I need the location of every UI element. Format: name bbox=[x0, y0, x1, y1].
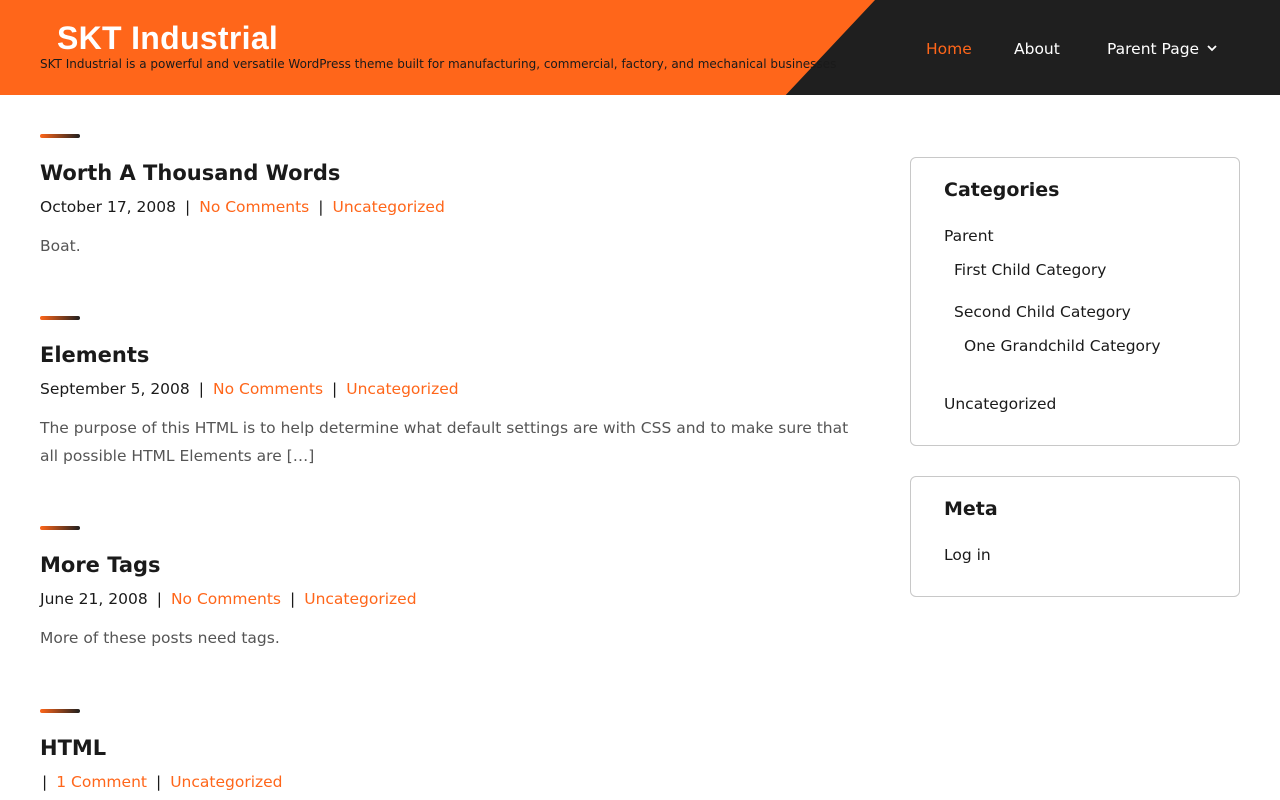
post-category-link[interactable]: Uncategorized bbox=[304, 590, 417, 608]
post-item bbox=[40, 709, 870, 791]
post-accent-bar bbox=[40, 134, 80, 138]
post-title[interactable]: Worth A Thousand Words bbox=[40, 161, 341, 185]
site-header bbox=[0, 0, 1280, 95]
post-excerpt: More of these posts need tags. bbox=[40, 629, 280, 647]
post-date: October 17, 2008 bbox=[40, 198, 176, 216]
chevron-down-icon bbox=[1207, 43, 1217, 53]
category-link-uncategorized[interactable]: Uncategorized bbox=[944, 395, 1057, 413]
site-description: SKT Industrial is a powerful and versatile WordPress theme built for manufacturing, commercial, factory, and mechanical businesses bbox=[40, 57, 837, 71]
post-item bbox=[40, 316, 870, 470]
post-date: June 21, 2008 bbox=[40, 590, 148, 608]
post-comments-link[interactable]: 1 Comment bbox=[56, 773, 147, 791]
categories-widget bbox=[910, 157, 1240, 446]
meta-separator: | bbox=[155, 773, 162, 791]
post-excerpt: Boat. bbox=[40, 237, 81, 255]
category-link-parent[interactable]: Parent bbox=[944, 227, 994, 245]
post-item bbox=[40, 526, 870, 652]
meta-separator: | bbox=[332, 380, 338, 398]
category-link-second-child[interactable]: Second Child Category bbox=[954, 303, 1131, 321]
post-comments-link[interactable]: No Comments bbox=[170, 590, 281, 608]
post-item bbox=[40, 134, 870, 260]
widget-title: Meta bbox=[944, 498, 998, 520]
post-accent-bar bbox=[40, 316, 80, 320]
meta-separator: | bbox=[289, 590, 296, 608]
nav-item-parent-page[interactable] bbox=[1107, 40, 1217, 58]
main-navigation bbox=[0, 40, 1280, 60]
meta-separator: | bbox=[156, 590, 162, 608]
meta-separator: | bbox=[318, 198, 324, 216]
meta-separator: | bbox=[198, 380, 204, 398]
post-accent-bar bbox=[40, 709, 80, 713]
post-meta bbox=[40, 380, 870, 398]
post-accent-bar bbox=[40, 526, 80, 530]
post-meta bbox=[40, 590, 870, 608]
post-title[interactable]: More Tags bbox=[40, 553, 161, 577]
nav-item-home[interactable]: Home bbox=[926, 40, 972, 58]
post-excerpt: The purpose of this HTML is to help determine what default settings are with CSS and to make sure that all possible HTML Elements are […] bbox=[40, 419, 849, 465]
post-title[interactable]: Elements bbox=[40, 343, 150, 367]
post-meta bbox=[40, 198, 870, 216]
post-comments-link[interactable]: No Comments bbox=[199, 198, 310, 216]
widget-title: Categories bbox=[944, 179, 1060, 201]
category-link-grandchild[interactable]: One Grandchild Category bbox=[964, 337, 1161, 355]
post-title[interactable]: HTML bbox=[40, 736, 107, 760]
login-link[interactable]: Log in bbox=[944, 546, 991, 564]
post-meta bbox=[40, 773, 870, 791]
post-category-link[interactable]: Uncategorized bbox=[332, 198, 445, 216]
site-title[interactable]: SKT Industrial bbox=[57, 20, 279, 56]
nav-item-parent-page-label: Parent Page bbox=[1107, 40, 1200, 58]
meta-separator: | bbox=[42, 773, 48, 791]
post-category-link[interactable]: Uncategorized bbox=[170, 773, 283, 791]
post-comments-link[interactable]: No Comments bbox=[213, 380, 324, 398]
nav-item-about[interactable]: About bbox=[1014, 40, 1060, 58]
post-date: September 5, 2008 bbox=[40, 380, 190, 398]
meta-separator: | bbox=[184, 198, 191, 216]
meta-widget bbox=[910, 476, 1240, 597]
post-category-link[interactable]: Uncategorized bbox=[346, 380, 459, 398]
category-link-first-child[interactable]: First Child Category bbox=[954, 261, 1107, 279]
